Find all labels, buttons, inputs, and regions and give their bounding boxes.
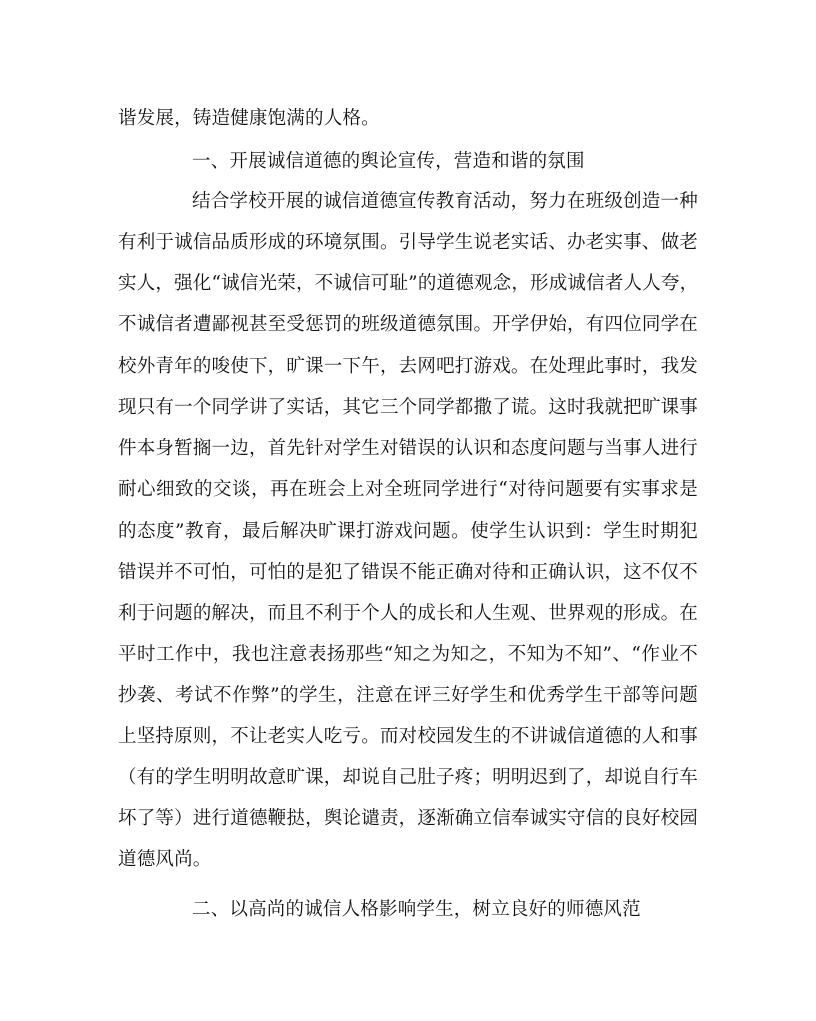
paragraph-line: 坏了等）进行道德鞭挞，舆论谴责，逐渐确立信奉诚实守信的良好校园 [118,808,698,829]
paragraph-line: 抄袭、考试不作弊”的学生，注意在评三好学生和优秀学生干部等问题 [118,685,698,706]
paragraph-line: 件本身暂搁一边，首先针对学生对错误的认识和态度问题与当事人进行 [118,438,698,459]
paragraph-line: 上坚持原则，不让老实人吃亏。而对校园发生的不讲诚信道德的人和事 [118,726,698,747]
paragraph-line: 道德风尚。 [118,849,212,870]
paragraph-line: 校外青年的唆使下，旷课一下午，去网吧打游戏。在处理此事时，我发 [118,356,698,377]
paragraph-line: 的态度”教育，最后解决旷课打游戏问题。使学生认识到：学生时期犯 [118,521,698,542]
paragraph-line: 利于问题的解决，而且不利于个人的成长和人生观、世界观的形成。在 [118,603,698,624]
paragraph-line: 结合学校开展的诚信道德宣传教育活动，努力在班级创造一种 [192,191,698,212]
paragraph-line: 谐发展，铸造健康饱满的人格。 [118,108,380,129]
paragraph-line: （有的学生明明故意旷课，却说自己肚子疼；明明迟到了，却说自行车 [118,767,698,788]
paragraph-line: 耐心细致的交谈，再在班会上对全班同学进行“对待问题要有实事求是 [118,479,698,500]
paragraph-line: 实人，强化“诚信光荣，不诚信可耻”的道德观念，形成诚信者人人夸， [118,273,699,294]
paragraph-line: 平时工作中，我也注意表扬那些“知之为知之，不知为不知”、“作业不 [118,644,698,665]
paragraph-line: 有利于诚信品质形成的环境氛围。引导学生说老实话、办老实事、做老 [118,232,698,253]
section-heading: 二、以高尚的诚信人格影响学生，树立良好的师德风范 [192,899,641,920]
section-heading: 一、开展诚信道德的舆论宣传，营造和谐的氛围 [192,151,585,172]
paragraph-line: 不诚信者遭鄙视甚至受惩罚的班级道德氛围。开学伊始，有四位同学在 [118,314,698,335]
paragraph-line: 错误并不可怕，可怕的是犯了错误不能正确对待和正确认识，这不仅不 [118,562,698,583]
paragraph-line: 现只有一个同学讲了实话，其它三个同学都撒了谎。这时我就把旷课事 [118,397,698,418]
